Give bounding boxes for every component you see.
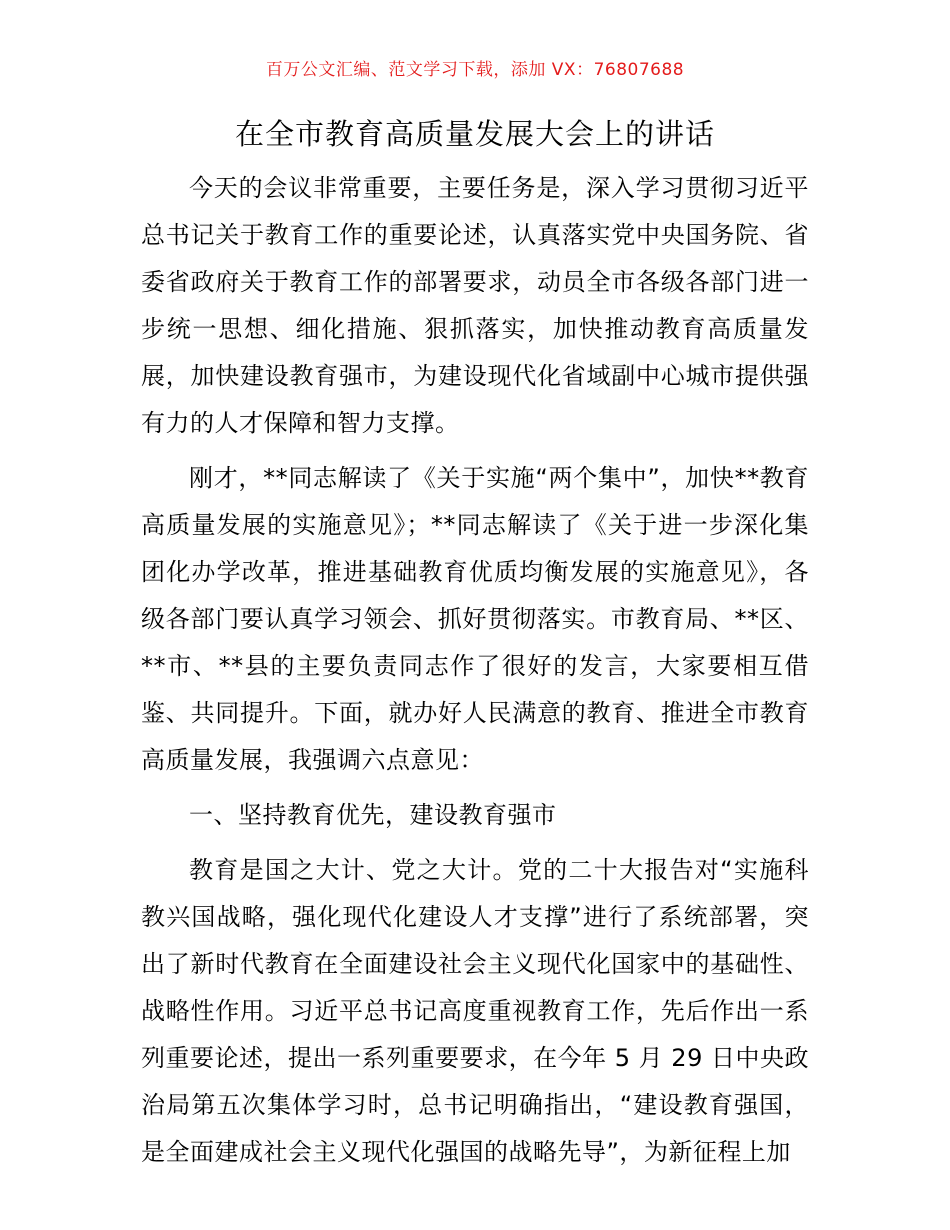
section-heading-1: 一、坚持教育优先，建设教育强市 (189, 801, 557, 829)
document-title: 在全市教育高质量发展大会上的讲话 (234, 117, 715, 151)
paragraph-summary: 刚才，**同志解读了《关于实施“两个集中”，加快**教育高质量发展的实施意见》；**同志解读了《关于进一步深化集团化办学改革，推进基础教育优质均衡发展的实施意见》，各级各部门要认真学习领会、抓好贯彻落实。市教育局、**区、**市、**县的主要负责同志作了很好的发言，大家要相互借鉴、共同提升。下面，就办好人民满意的教育、推进全市教育高质量发展，我强调六点意见： (141, 464, 809, 774)
document-body (141, 165, 809, 1184)
paragraph-section-1: 教育是国之大计、党之大计。党的二十大报告对“实施科教兴国战略，强化现代化建设人才支撑”进行了系统部署，突出了新时代教育在全面建设社会主义现代化国家中的基础性、战略性作用。习近平总书记高度重视教育工作，先后作出一系列重要论述，提出一系列重要要求，在今年 5 月 29 日中央政治局第五次集体学习时，总书记明确指出，“建设教育强国，是全面建成社会主义现代化强国的战略先导”，为新征程上加 (141, 856, 809, 1166)
paragraph-intro: 今天的会议非常重要，主要任务是，深入学习贯彻习近平总书记关于教育工作的重要论述，认真落实党中央国务院、省委省政府关于教育工作的部署要求，动员全市各级各部门进一步统一思想、细化措施、狠抓落实，加快推动教育高质量发展，加快建设教育强市，为建设现代化省域副中心城市提供强有力的人才保障和智力支撑。 (141, 174, 809, 437)
download-notice: 百万公文汇编、范文学习下载，添加 VX：76807688 (265, 60, 685, 80)
